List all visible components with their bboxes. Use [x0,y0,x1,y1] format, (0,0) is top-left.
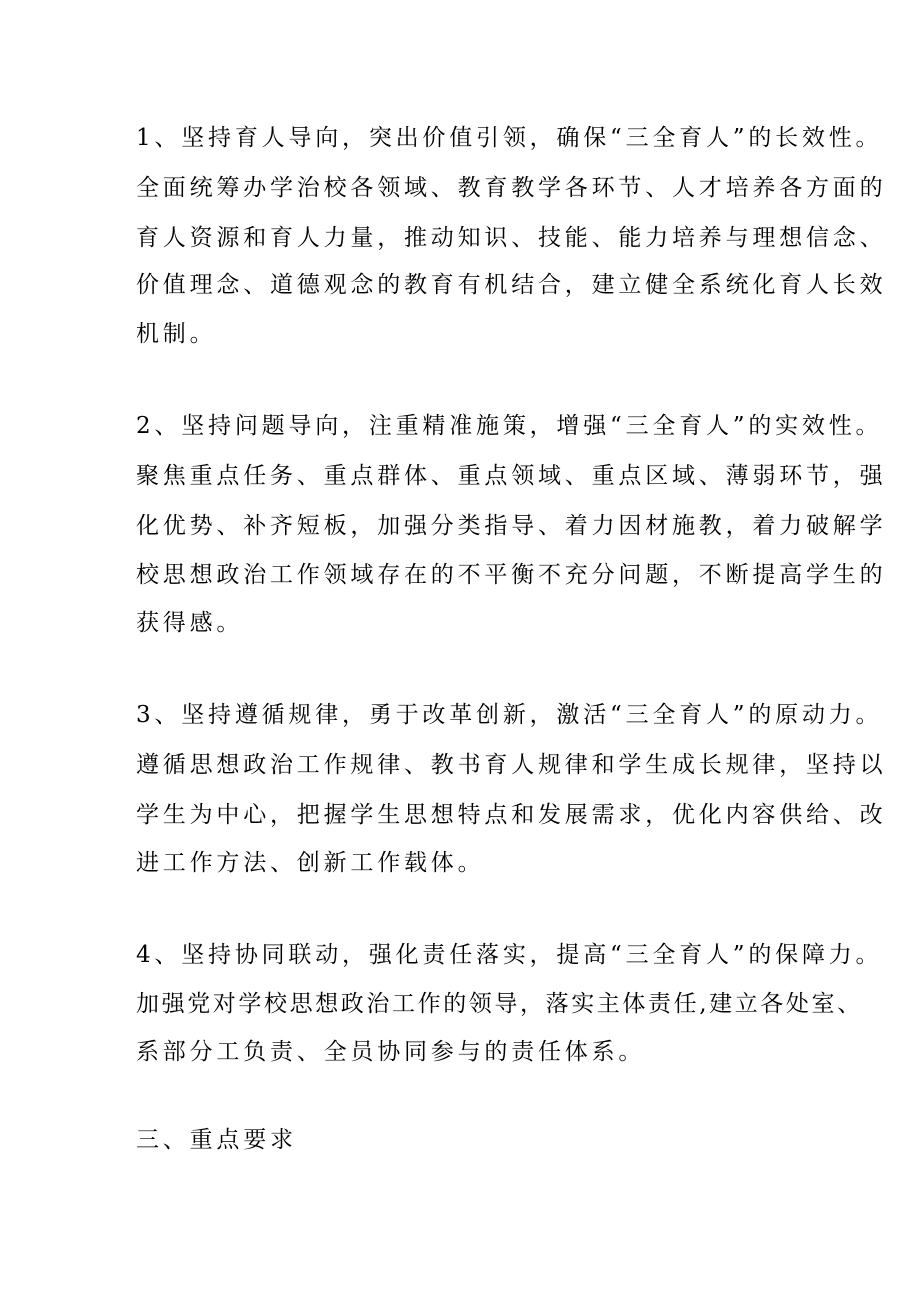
paragraph-1-line-5: 机制。 [136,321,217,347]
paragraph-4-line-3: 系部分工负责、全员协同参与的责任体系。 [136,1039,646,1065]
paragraph-1-line-2: 全面统筹办学治校各领域、教育教学各环节、人才培养各方面的 [136,175,887,201]
paragraph-4-line-1: 4、坚持协同联动，强化责任落实，提高“三全育人”的保障力。 [136,942,883,968]
paragraph-1-line-1: 1、坚持育人导向，突出价值引领，确保“三全育人”的长效性。 [136,125,883,151]
section-heading: 三、重点要求 [136,1127,297,1153]
paragraph-1-line-3: 育人资源和育人力量，推动知识、技能、能力培养与理想信念、 [136,225,887,251]
paragraph-2-line-2: 聚焦重点任务、重点群体、重点领域、重点区域、薄弱环节，强 [136,463,887,489]
paragraph-1-line-4: 价值理念、道德观念的教育有机结合，建立健全系统化育人长效 [136,272,887,298]
paragraph-3-line-1: 3、坚持遵循规律，勇于改革创新，激活“三全育人”的原动力。 [136,702,883,728]
paragraph-3-line-3: 学生为中心，把握学生思想特点和发展需求，优化内容供给、改 [136,802,887,828]
paragraph-2-line-3: 化优势、补齐短板，加强分类指导、着力因材施教，着力破解学 [136,513,887,539]
paragraph-2-line-1: 2、坚持问题导向，注重精准施策，增强“三全育人”的实效性。 [136,413,883,439]
paragraph-3-line-4: 进工作方法、创新工作载体。 [136,850,485,876]
paragraph-2-line-4: 校思想政治工作领域存在的不平衡不充分问题，不断提高学生的 [136,562,887,588]
paragraph-3-line-2: 遵循思想政治工作规律、教书育人规律和学生成长规律，坚持以 [136,752,887,778]
paragraph-2-line-5: 获得感。 [136,610,244,636]
paragraph-4-line-2: 加强党对学校思想政治工作的领导，落实主体责任,建立各处室、 [136,991,863,1017]
